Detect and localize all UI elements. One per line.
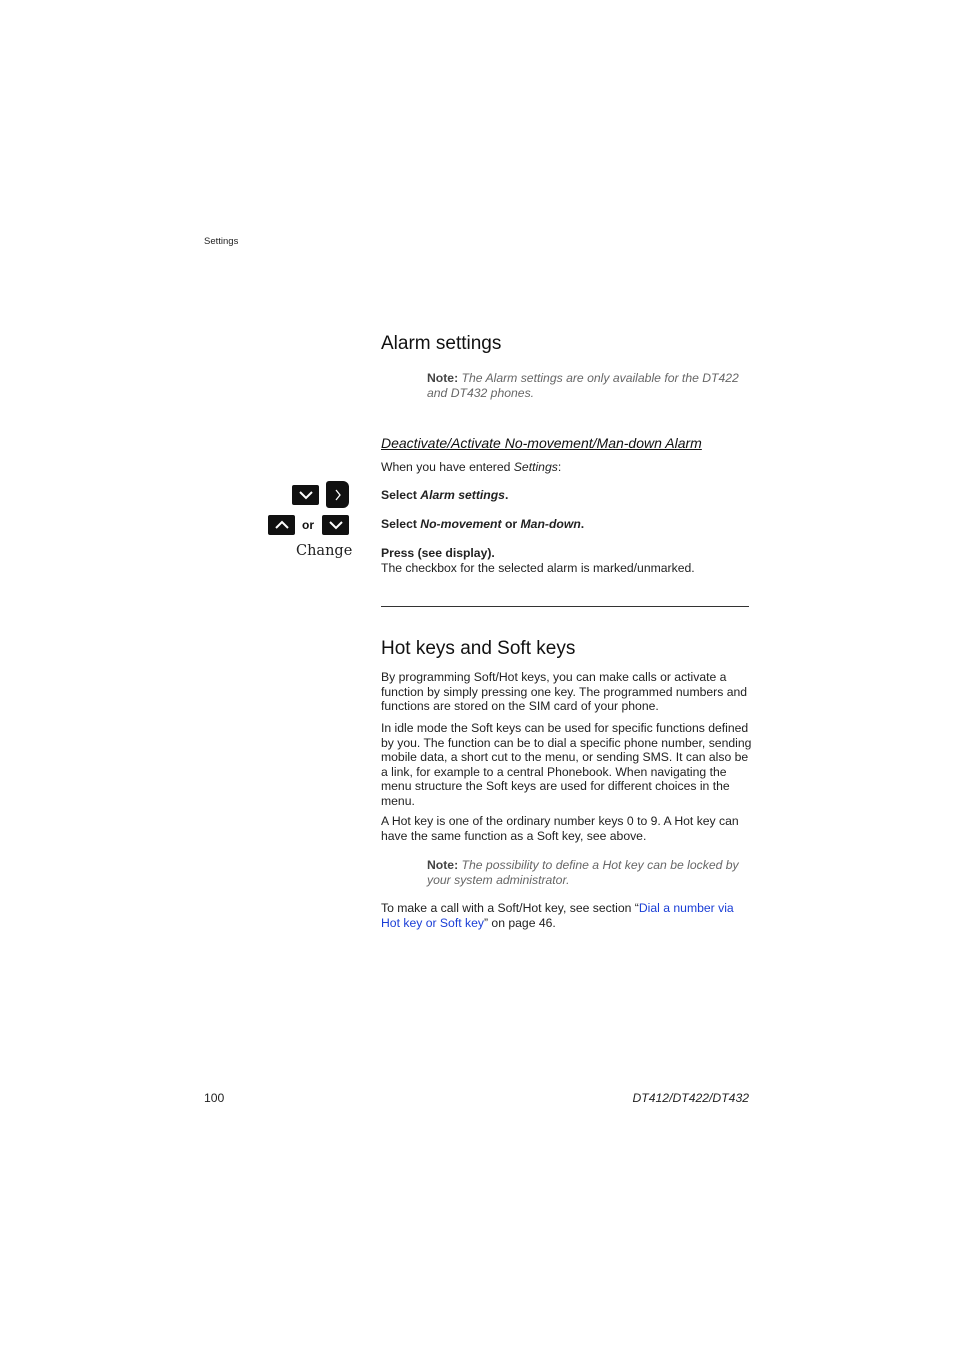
paragraph-hot-keys: A Hot key is one of the ordinary number keys 0 to 9. A Hot key can have the same function as a Soft key, see above. <box>381 814 739 843</box>
softkey-change-label: Change <box>296 543 353 559</box>
link-dial-via-hot-key[interactable]: Dial a number via Hot key or Soft key <box>381 901 734 930</box>
text-term: Settings <box>513 460 558 474</box>
note-label: Note: <box>427 371 459 385</box>
text-mid: or <box>501 517 521 531</box>
subheading-alarm: Deactivate/Activate No-movement/Man-down Alarm <box>381 435 702 451</box>
arrow-down-key-icon <box>292 485 319 505</box>
arrow-down-key-icon <box>322 515 349 535</box>
text-prefix: When you have entered <box>381 460 514 474</box>
or-label: or <box>302 518 314 532</box>
arrow-right-key-icon <box>326 481 349 508</box>
step-select-alarm-settings <box>381 488 753 503</box>
note-text: The Alarm settings are only available for the DT422 and DT432 phones. <box>427 371 739 400</box>
text-prefix: Select <box>381 517 421 531</box>
text-suffix: ” on page 46. <box>483 915 556 930</box>
text-suffix: . <box>504 488 509 502</box>
step-press-change <box>381 546 753 575</box>
note-text: The possibility to define a Hot key can be locked by your system administrator. <box>427 858 739 887</box>
arrow-up-key-icon <box>268 515 295 535</box>
page-number: 100 <box>204 1091 225 1105</box>
note-alarm <box>427 371 757 401</box>
step-text: The checkbox for the selected alarm is marked/unmarked. <box>381 560 695 575</box>
text-term: Alarm settings <box>420 488 505 502</box>
section-title-hot-keys: Hot keys and Soft keys <box>381 638 576 659</box>
step-bold: Press (see display). <box>381 546 495 560</box>
section-divider <box>381 606 749 607</box>
text-term: No-movement <box>420 517 502 531</box>
running-header: Settings <box>204 236 239 247</box>
paragraph-intro: By programming Soft/Hot keys, you can make calls or activate a function by simply pressing one key. The programmed numbers and functions are stored on the SIM card of your phone. <box>381 670 748 713</box>
note-hot-key-lock <box>427 858 757 888</box>
text-prefix: To make a call with a Soft/Hot key, see section “ <box>381 901 639 915</box>
paragraph-reference <box>381 901 753 930</box>
text-suffix: . <box>580 517 585 531</box>
text-term: Man-down <box>520 517 581 531</box>
instruction-entered-settings <box>381 460 753 475</box>
note-label: Note: <box>427 858 459 872</box>
footer-model: DT412/DT422/DT432 <box>632 1091 749 1105</box>
step-select-alarm-type <box>381 517 753 532</box>
text-prefix: Select <box>381 488 421 502</box>
section-title-alarm-settings: Alarm settings <box>381 333 502 354</box>
text-suffix: : <box>557 460 562 474</box>
paragraph-soft-keys: In idle mode the Soft keys can be used for specific functions defined by you. The function can be to dial a specific phone number, sending mobile data, a short cut to the menu, or sending SMS. It can also be a link, for example to a central Phonebook. When navigating the menu structure the Soft keys are used for different choices in the menu. <box>381 721 752 808</box>
